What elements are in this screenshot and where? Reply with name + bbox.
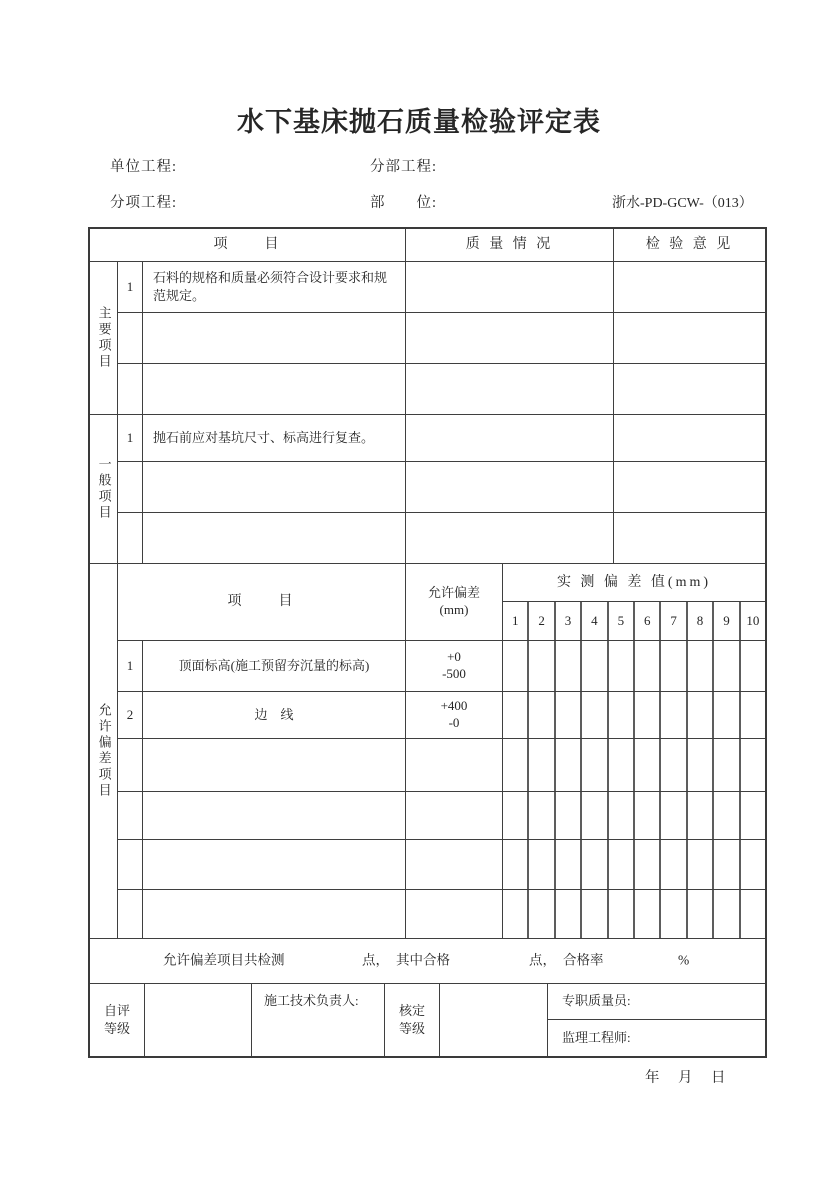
field-location-label: 部 位: (370, 195, 438, 211)
item-number: 1 (118, 262, 143, 312)
opinion-cell (614, 364, 765, 414)
column-header-quality: 质 量 情 况 (406, 229, 614, 261)
table-row (118, 262, 765, 313)
measured-cell (503, 641, 529, 691)
table-header-row (90, 229, 765, 262)
measured-col-number: 4 (582, 602, 608, 640)
item-text: 抛石前应对基坑尺寸、标高进行复查。 (143, 415, 406, 461)
verify-grade-value-cell (440, 984, 548, 1056)
signature-row (90, 984, 765, 1056)
quality-cell (406, 313, 614, 363)
measured-cell (529, 641, 555, 691)
summary-qualified-label: 其中合格 (396, 952, 450, 968)
measured-col-number: 6 (635, 602, 661, 640)
measured-cell (556, 840, 582, 889)
opinion-cell (614, 462, 765, 512)
quality-cell (406, 462, 614, 512)
item-number (118, 364, 143, 414)
measured-cell (609, 692, 635, 738)
measured-cell (635, 890, 661, 938)
summary-dot-points: 点， (362, 952, 389, 968)
verify-grade-line2: 等级 (398, 1021, 425, 1036)
measured-cell (635, 641, 661, 691)
section-general-items (90, 415, 765, 564)
measured-cell (556, 692, 582, 738)
item-text: 顶面标高(施工预留夯沉量的标高) (143, 641, 406, 691)
tolerance-value (406, 739, 503, 791)
measured-cell (741, 641, 765, 691)
field-sub-project-label: 分项工程: (110, 195, 178, 211)
measured-cell (582, 840, 608, 889)
measured-header-group (503, 564, 765, 640)
page-title: 水下基床抛石质量检验评定表 (237, 107, 601, 137)
opinion-cell (614, 313, 765, 363)
measured-cell (582, 641, 608, 691)
measured-cell (661, 792, 687, 839)
item-number (118, 513, 143, 563)
item-text (143, 462, 406, 512)
section-label-main-items: 主要项目 (90, 262, 118, 414)
measured-cell (635, 692, 661, 738)
item-text (143, 792, 406, 839)
item-text (143, 313, 406, 363)
measured-cell (714, 840, 740, 889)
table-row (118, 462, 765, 513)
measured-cell (609, 739, 635, 791)
item-number (118, 792, 143, 839)
supervisor-label: 监理工程师: (562, 1029, 631, 1045)
item-text: 石料的规格和质量必须符合设计要求和规范规定。 (143, 262, 406, 312)
deviation-row (118, 641, 765, 692)
table-row (118, 313, 765, 364)
verify-grade-line1: 核定 (398, 1003, 425, 1019)
measured-cell (582, 739, 608, 791)
measured-cell (556, 641, 582, 691)
measured-cell (529, 739, 555, 791)
deviation-row (118, 890, 765, 938)
tolerance-plus: +0 (447, 649, 461, 665)
item-text (143, 513, 406, 563)
measured-col-number: 3 (556, 602, 582, 640)
measured-cell (529, 792, 555, 839)
section-label-general-items: 一般项目 (90, 415, 118, 563)
measured-cell (688, 692, 714, 738)
item-text (143, 364, 406, 414)
measured-cell (503, 692, 529, 738)
item-number: 1 (118, 415, 143, 461)
measured-cell (609, 641, 635, 691)
deviation-row (118, 792, 765, 840)
summary-percent-sign: % (678, 952, 690, 968)
item-number (118, 462, 143, 512)
measured-cell (503, 739, 529, 791)
date-line: 年 月 日 (645, 1070, 728, 1086)
inspection-table (88, 227, 767, 1058)
opinion-cell (614, 415, 765, 461)
measured-cell (714, 890, 740, 938)
item-text: 边 线 (143, 692, 406, 738)
quality-cell (406, 415, 614, 461)
measured-col-number: 9 (714, 602, 740, 640)
measured-cell (503, 792, 529, 839)
quality-cell (406, 513, 614, 563)
deviation-row (118, 840, 765, 890)
tolerance-value (406, 890, 503, 938)
deviation-header-measured: 实 测 偏 差 值(mm) (503, 564, 765, 602)
measured-cell (688, 739, 714, 791)
measured-cell (661, 890, 687, 938)
tolerance-value (406, 792, 503, 839)
measured-cell (582, 890, 608, 938)
measured-col-number: 8 (688, 602, 714, 640)
item-number (118, 313, 143, 363)
self-grade-line2: 等级 (103, 1021, 130, 1036)
tolerance-minus: -500 (442, 666, 466, 681)
measured-cell (661, 641, 687, 691)
measured-cell (556, 890, 582, 938)
measured-col-number: 5 (609, 602, 635, 640)
tech-lead-cell: 施工技术负责人: (252, 984, 385, 1056)
deviation-header-tolerance (406, 564, 503, 640)
measured-cell (582, 792, 608, 839)
measured-cell (741, 840, 765, 889)
measured-cell (635, 792, 661, 839)
measured-col-number: 7 (661, 602, 687, 640)
column-header-item: 项 目 (90, 229, 406, 261)
tolerance-value (406, 692, 503, 738)
field-unit-project-label: 单位工程: (110, 159, 178, 175)
measured-cell (503, 840, 529, 889)
measured-cell (661, 840, 687, 889)
measured-cell (741, 890, 765, 938)
verify-grade-label-cell (385, 984, 440, 1056)
self-grade-label-cell (90, 984, 145, 1056)
quality-cell (406, 364, 614, 414)
tolerance-value (406, 840, 503, 889)
measured-col-number: 2 (529, 602, 555, 640)
measured-column-numbers (503, 602, 765, 640)
measured-cell (609, 840, 635, 889)
measured-cell (714, 641, 740, 691)
measured-col-number: 10 (746, 612, 760, 628)
measured-cell (714, 792, 740, 839)
measured-cell (741, 739, 765, 791)
item-text (143, 890, 406, 938)
measured-col-number: 1 (503, 602, 529, 640)
measured-cell (688, 792, 714, 839)
measured-cell (688, 890, 714, 938)
summary-pass-rate-label: 合格率 (563, 952, 604, 968)
table-row (118, 415, 765, 462)
measured-cell (556, 792, 582, 839)
form-code: 浙水-PD-GCW-（013） (612, 196, 753, 211)
quality-officer-label: 专职质量员: (548, 984, 765, 1020)
self-grade-line1: 自评 (103, 1003, 130, 1019)
section-label-deviation-items: 允许偏差项目 (90, 564, 118, 938)
field-division-project-label: 分部工程: (370, 159, 438, 175)
measured-cell (609, 890, 635, 938)
item-number: 1 (118, 641, 143, 691)
column-header-opinion: 检 验 意 见 (645, 237, 734, 253)
measured-cell (529, 890, 555, 938)
measured-cell (529, 840, 555, 889)
measured-cell (582, 692, 608, 738)
item-text (143, 739, 406, 791)
measured-cell (661, 739, 687, 791)
item-number (118, 739, 143, 791)
measured-cell (741, 792, 765, 839)
self-grade-value-cell (145, 984, 252, 1056)
measured-cell (529, 692, 555, 738)
measured-cell (714, 739, 740, 791)
measured-cell (688, 641, 714, 691)
section-deviation-items (90, 564, 765, 939)
section-main-items (90, 262, 765, 415)
item-text (143, 840, 406, 889)
quality-cell (406, 262, 614, 312)
tolerance-minus: -0 (448, 715, 460, 730)
measured-cell (635, 739, 661, 791)
measured-cell (503, 890, 529, 938)
tolerance-plus: +400 (440, 698, 468, 714)
measured-cell (741, 692, 765, 738)
opinion-cell (614, 262, 765, 312)
deviation-header-item: 项 目 (118, 564, 406, 640)
summary-dot-points-2: 点， (529, 952, 556, 968)
signature-cell (548, 984, 765, 1056)
summary-row (90, 939, 765, 984)
deviation-row (118, 692, 765, 739)
opinion-cell (614, 513, 765, 563)
table-row (118, 513, 765, 563)
measured-cell (556, 739, 582, 791)
item-number (118, 840, 143, 889)
tolerance-header-unit: (mm) (439, 602, 469, 617)
measured-cell (661, 692, 687, 738)
measured-cell (609, 792, 635, 839)
summary-label: 允许偏差项目共检测 (163, 952, 285, 968)
deviation-header-row (118, 564, 765, 641)
item-number (118, 890, 143, 938)
measured-cell (688, 840, 714, 889)
table-row (118, 364, 765, 414)
tolerance-value (406, 641, 503, 691)
measured-cell (635, 840, 661, 889)
measured-cell (714, 692, 740, 738)
tolerance-header-text: 允许偏差 (427, 585, 480, 601)
item-number: 2 (118, 692, 143, 738)
deviation-row (118, 739, 765, 792)
